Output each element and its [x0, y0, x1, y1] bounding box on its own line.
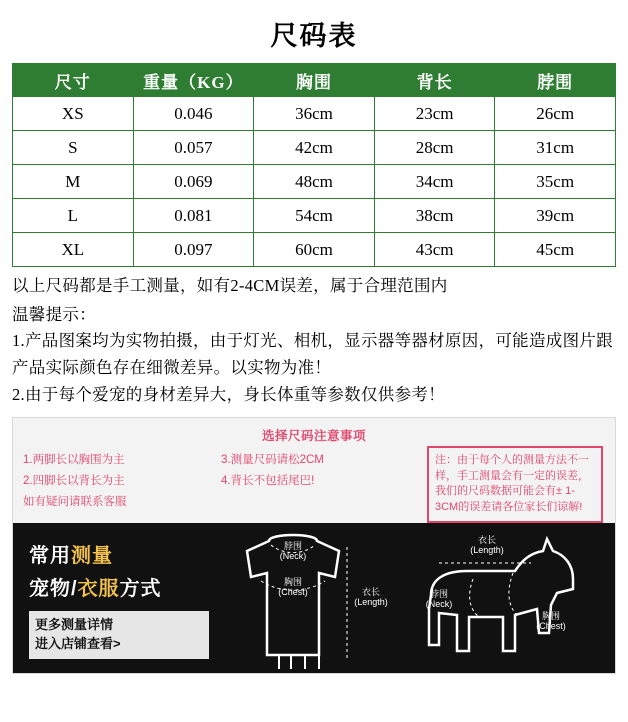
cell-chest: 48cm: [254, 165, 375, 199]
label-dog-length-en: (Length): [470, 545, 504, 556]
measurement-illustrations: [231, 523, 601, 673]
cell-chest: 60cm: [254, 233, 375, 267]
notes-section: [12, 267, 616, 409]
cell-neck: 31cm: [495, 131, 616, 165]
cell-weight: 0.069: [133, 165, 254, 199]
table-row: [13, 131, 616, 165]
cell-chest: 42cm: [254, 131, 375, 165]
cell-neck: 26cm: [495, 97, 616, 131]
label-clothes-length: 衣长: [361, 587, 381, 598]
cell-neck: 45cm: [495, 233, 616, 267]
cell-neck: 39cm: [495, 199, 616, 233]
bullets-column-left: [23, 450, 217, 514]
measure-heading-line1: [29, 539, 219, 568]
column-header-neck: 脖围: [495, 64, 616, 97]
shop-link-line2: 进入店铺查看>: [35, 636, 121, 652]
cell-back-length: 38cm: [374, 199, 495, 233]
cell-size: L: [13, 199, 134, 233]
clothes-measure-lines: [261, 545, 347, 661]
measure-heading-line2-prefix: 宠物/: [29, 578, 78, 601]
bullet-item: 如有疑问请联系客服: [23, 496, 127, 509]
measure-heading-line2-suffix: 方式: [119, 578, 162, 601]
label-dog-neck-en: (Neck): [425, 599, 453, 610]
table-header-row: [13, 64, 616, 97]
table-row: [13, 165, 616, 199]
label-clothes-chest-en: (Chest): [278, 587, 308, 598]
bullet-item: 3.测量尺码请松2CM: [221, 453, 324, 466]
page-title: 尺码表: [270, 21, 358, 51]
table-row: [13, 199, 616, 233]
label-dog-chest: 胸围: [541, 611, 561, 622]
label-dog-chest-en: (Chest): [536, 621, 566, 632]
cell-back-length: 23cm: [374, 97, 495, 131]
dog-diagram-icon: [429, 539, 573, 651]
size-guide-panel: [12, 417, 616, 675]
label-clothes-chest: 胸围: [283, 577, 303, 588]
shop-link-button[interactable]: [29, 611, 209, 659]
table-row: [13, 233, 616, 267]
note-pet-size-variation: 2.由于每个爱宠的身材差异大，身长体重等参数仅供参考！: [12, 384, 445, 404]
tolerance-note-box: 注：由于每个人的测量方法不一样，手工测量会有一定的误差，我们的尺码数据可能会有± 1-3CM的误差请各位家长们谅解!: [427, 446, 603, 524]
note-measure-tolerance: 以上尺码都是手工测量，如有2-4CM误差，属于合理范围内: [12, 276, 448, 295]
bullet-item: 2.四脚长以背长为主: [23, 474, 125, 487]
shop-link-line1: 更多测量详情: [35, 617, 114, 633]
note-color-difference: 1.产品图案均为实物拍摄，由于灯光、相机，显示器等器材原因，可能造成图片跟产品实际颜色存在细微差异。以实物为准！: [12, 331, 613, 378]
label-clothes-neck-en: (Neck): [279, 551, 307, 562]
cell-neck: 35cm: [495, 165, 616, 199]
cell-weight: 0.097: [133, 233, 254, 267]
label-dog-neck: 脖围: [429, 589, 449, 600]
size-table: [12, 63, 616, 267]
size-guide-title: 选择尺码注意事项: [261, 428, 366, 443]
cell-weight: 0.081: [133, 199, 254, 233]
cell-size: XL: [13, 233, 134, 267]
clothes-labels: [278, 540, 388, 607]
column-header-back-length: 背长: [374, 64, 495, 97]
table-row: [13, 97, 616, 131]
column-header-chest: 胸围: [254, 64, 375, 97]
bullets-column-right: [221, 450, 415, 514]
cell-chest: 54cm: [254, 199, 375, 233]
measurement-diagram-section: [13, 523, 615, 673]
cell-weight: 0.057: [133, 131, 254, 165]
bullet-item: 1.两脚长以胸围为主: [23, 453, 125, 466]
cell-back-length: 43cm: [374, 233, 495, 267]
measurement-heading-block: [29, 539, 219, 659]
label-clothes-neck: 脖围: [283, 541, 303, 552]
measure-heading-line2-highlight: 衣服: [77, 578, 120, 601]
cell-size: S: [13, 131, 134, 165]
cell-back-length: 34cm: [374, 165, 495, 199]
cell-size: XS: [13, 97, 134, 131]
measure-heading-line2: [29, 572, 219, 601]
column-header-size: 尺寸: [13, 64, 134, 97]
cell-size: M: [13, 165, 134, 199]
label-dog-length: 衣长: [477, 535, 497, 546]
size-guide-bullets: [23, 450, 415, 514]
cell-weight: 0.046: [133, 97, 254, 131]
measure-heading-line1-highlight: 测量: [71, 545, 113, 568]
size-guide-top: [13, 418, 615, 524]
bullet-item: 4.背长不包括尾巴!: [221, 474, 315, 487]
cell-chest: 36cm: [254, 97, 375, 131]
label-clothes-length-en: (Length): [354, 597, 388, 608]
column-header-weight: 重量（KG）: [133, 64, 254, 97]
measure-heading-line1-prefix: 常用: [29, 545, 71, 568]
cell-back-length: 28cm: [374, 131, 495, 165]
note-tips-heading: 温馨提示：: [12, 304, 96, 324]
